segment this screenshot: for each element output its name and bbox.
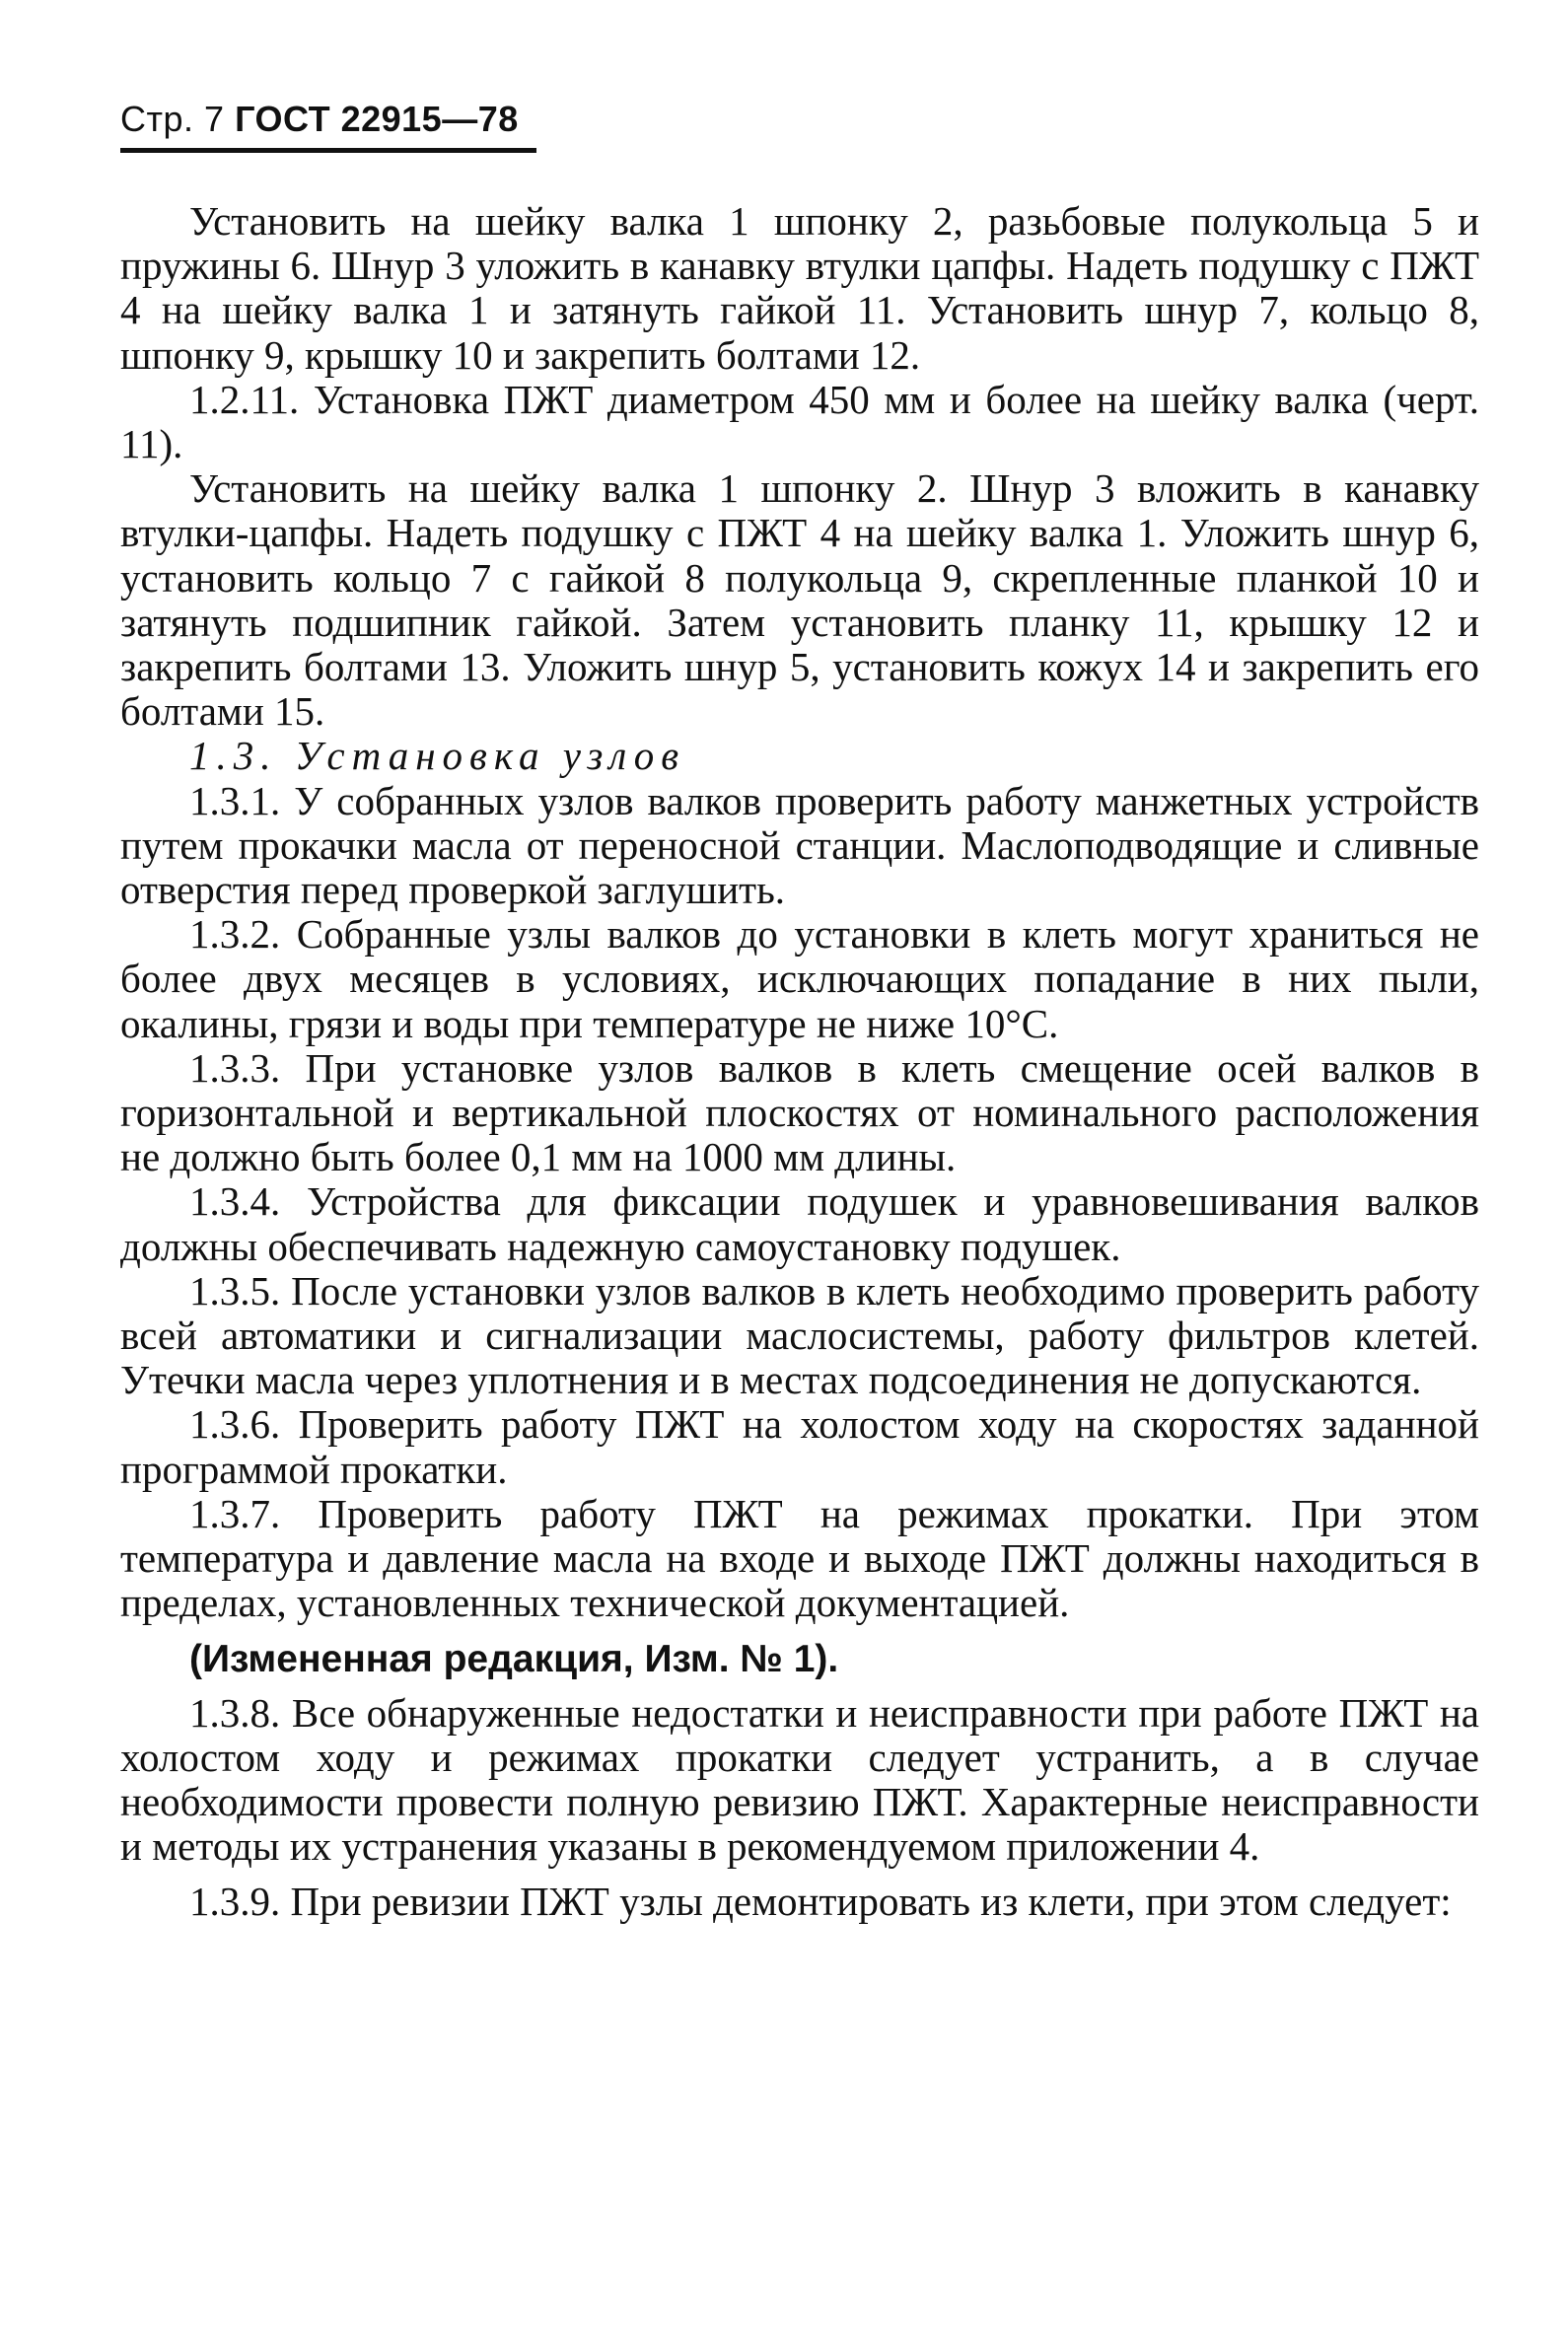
paragraph-1-3-2: 1.3.2. Собранные узлы валков до установки в клеть могут храниться не более двух месяцев в условиях, исключающих попадание в них пыли, окалины, грязи и воды при температуре не ниже 10°С.	[120, 911, 1479, 1046]
paragraph-1-2-11: 1.2.11. Установка ПЖТ диаметром 450 мм и более на шейку валка (черт. 11).	[120, 376, 1479, 467]
section-heading-text: 1.3. Установка узлов	[189, 733, 686, 779]
section-heading-1-3	[120, 734, 1479, 778]
header-rule	[120, 148, 536, 153]
paragraph-1-3-6: 1.3.6. Проверить работу ПЖТ на холостом ходу на скоростях заданной программой прокатки.	[120, 1401, 1479, 1492]
amendment-note	[120, 1636, 1479, 1681]
paragraph-1-3-1: 1.3.1. У собранных узлов валков проверить работу манжетных устройств путем прокачки масла от переносной станции. Маслоподводящие и сливные отверстия перед проверкой заглушить.	[120, 777, 1479, 913]
paragraph-assembly-small: Установить на шейку валка 1 шпонку 2, разьбовые полукольца 5 и пружины 6. Шнур 3 уложить в канавку втулки цапфы. Надеть подушку с ПЖТ 4 на шейку валка 1 и затянуть гайкой 11. Установить шнур 7, кольцо 8, шпонку 9, крышку 10 и закрепить болтами 12.	[120, 198, 1479, 378]
page-header	[120, 99, 519, 140]
paragraph-1-3-8: 1.3.8. Все обнаруженные недостатки и неисправности при работе ПЖТ на холостом ходу и режимах прокатки следует устранить, а в случае необходимости провести полную ревизию ПЖТ. Характерные неисправности и методы их устранения указаны в рекомендуемом приложении 4.	[120, 1689, 1479, 1870]
standard-code: ГОСТ 22915—78	[235, 99, 519, 139]
paragraph-assembly-large: Установить на шейку валка 1 шпонку 2. Шнур 3 вложить в канавку втулки-цапфы. Надеть подушку с ПЖТ 4 на шейку валка 1. Уложить шнур 6, установить кольцо 7 с гайкой 8 полукольца 9, скрепленные планкой 10 и затянуть подшипник гайкой. Затем установить планку 11, крышку 12 и закрепить болтами 13. Уложить шнур 5, установить кожух 14 и закрепить его болтами 15.	[120, 465, 1479, 735]
document-body	[120, 199, 1479, 1924]
paragraph-1-3-9: 1.3.9. При ревизии ПЖТ узлы демонтировать из клети, при этом следует:	[189, 1878, 1452, 1924]
paragraph-1-3-5: 1.3.5. После установки узлов валков в клеть необходимо проверить работу всей автоматики и сигнализации маслосистемы, работу фильтров клетей. Утечки масла через уплотнения и в местах подсоединения не допускаются.	[120, 1267, 1479, 1403]
paragraph-1-3-3: 1.3.3. При установке узлов валков в клеть смещение осей валков в горизонтальной и вертикальной плоскостях от номинального расположения не должно быть более 0,1 мм на 1000 мм длины.	[120, 1044, 1479, 1180]
amendment-note-text: (Измененная редакция, Изм. № 1).	[189, 1637, 839, 1680]
paragraph-1-3-7: 1.3.7. Проверить работу ПЖТ на режимах прокатки. При этом температура и давление масла на входе и выходе ПЖТ должны находиться в пределах, установленных технической документацией.	[120, 1490, 1479, 1626]
page-number: Стр. 7	[120, 99, 225, 139]
paragraph-1-3-4: 1.3.4. Устройства для фиксации подушек и уравновешивания валков должны обеспечивать надежную самоустановку подушек.	[120, 1178, 1479, 1269]
